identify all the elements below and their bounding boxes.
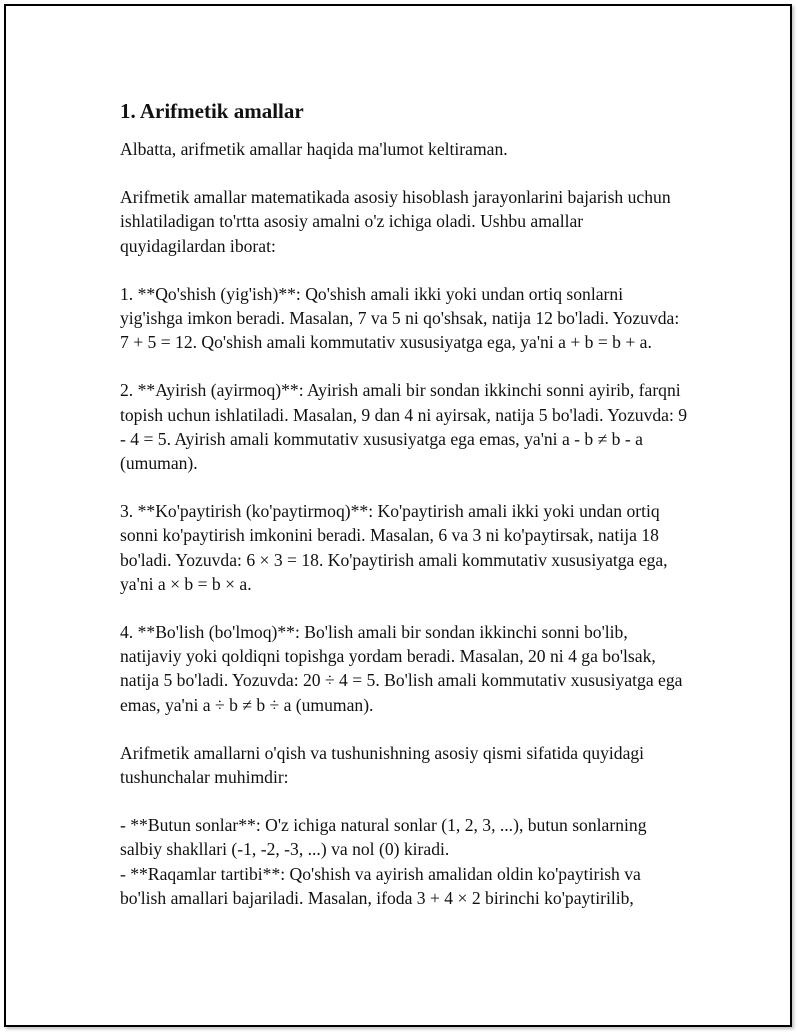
intro-paragraph: Albatta, arifmetik amallar haqida ma'lumot keltiraman. [120,139,508,159]
document-page [4,4,792,1027]
operation-division: 4. **Bo'lish (bo'lmoq)**: Bo'lish amali bir sondan ikkinchi sonni bo'lib, natijaviy yoki qoldiqni topishga yordam beradi. Masalan, 20 ni 4 ga bo'lsak, natija 5 bo'ladi. Yozuvda: 20 ÷ 4 = 5. Bo'lish amali kommutativ xususiyatga ega emas, ya'ni a ÷ b ≠ b ÷ a (umuman). [120,622,683,715]
operation-multiplication: 3. **Ko'paytirish (ko'paytirmoq)**: Ko'paytirish amali ikki yoki undan ortiq sonni ko'paytirish imkonini beradi. Masalan, 6 va 3 ni ko'paytirsak, natija 18 bo'ladi. Yozuvda: 6 × 3 = 18. Ko'paytirish amali kommutativ xususiyatga ega, ya'ni a × b = b × a. [120,501,668,594]
document-content [120,98,690,910]
section-heading: 1. Arifmetik amallar [120,99,304,123]
operation-addition: 1. **Qo'shish (yig'ish)**: Qo'shish amali ikki yoki undan ortiq sonlarni yig'ishga imkon beradi. Masalan, 7 va 5 ni qo'shsak, natija 12 bo'ladi. Yozuvda: 7 + 5 = 12. Qo'shish amali kommutativ xususiyatga ega, ya'ni a + b = b + a. [120,283,680,353]
concepts-intro-paragraph: Arifmetik amallarni o'qish va tushunishning asosiy qismi sifatida quyidagi tushunchalar muhimdir: [120,742,645,788]
overview-paragraph: Arifmetik amallar matematikada asosiy hisoblash jarayonlarini bajarish uchun ishlatiladigan to'rtta asosiy amalni o'z ichiga oladi. Ushbu amallar quyidagilardan iborat: [120,187,671,256]
operation-subtraction: 2. **Ayirish (ayirmoq)**: Ayirish amali bir sondan ikkinchi sonni ayirib, farqni topish uchun ishlatiladi. Masalan, 9 dan 4 ni ayirsak, natija 5 bo'ladi. Yozuvda: 9 - 4 = 5. Ayirish amali kommutativ xususiyatga ega emas, ya'ni a - b ≠ b - a (umuman). [120,380,688,474]
concept-item-order-of-operations: - **Raqamlar tartibi**: Qo'shish va ayirish amalidan oldin ko'paytirish va bo'lish amallari bajariladi. Masalan, ifoda 3 + 4 × 2 birinchi ko'paytirilib, [120,863,641,908]
concept-item-integers: - **Butun sonlar**: O'z ichiga natural sonlar (1, 2, 3, ...), butun sonlarning salbiy shakllari (-1, -2, -3, ...) va nol (0) kiradi. [120,815,647,860]
